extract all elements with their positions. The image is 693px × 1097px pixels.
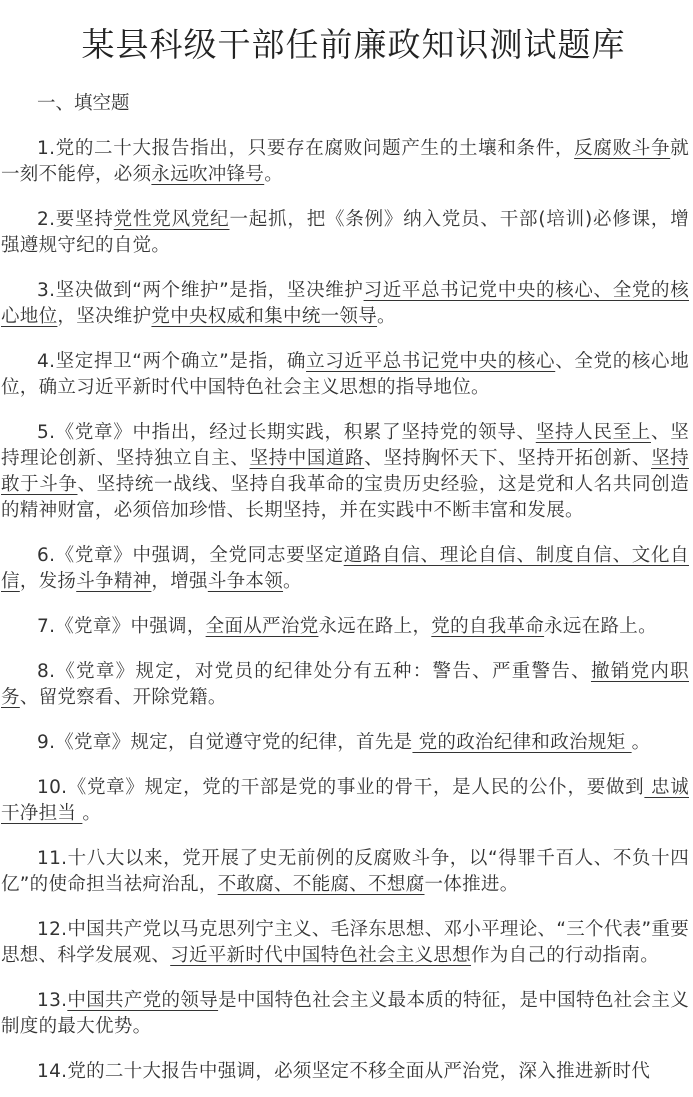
question-item bbox=[0, 136, 693, 188]
question-item bbox=[0, 614, 693, 640]
question-item bbox=[0, 988, 693, 1040]
answer-blank: 党性党风党纪 bbox=[113, 209, 230, 230]
answer-blank: 中国共产党的领导 bbox=[67, 990, 219, 1011]
answer-blank: 坚持敢于斗争 bbox=[1, 448, 689, 495]
answer-blank: 坚持人民至上 bbox=[535, 422, 651, 443]
answer-blank: 斗争精神 bbox=[76, 571, 152, 592]
answer-blank: 全面从严治党 bbox=[205, 616, 319, 637]
answer-blank: 不敢腐、不能腐、不想腐 bbox=[217, 874, 425, 895]
question-item bbox=[0, 659, 693, 711]
question-text: 1.党的二十大报告指出，只要存在腐败问题产生的土壤和条件， bbox=[37, 138, 575, 159]
answer-blank: 道路自信、理论自信、制度自信、文化自信 bbox=[1, 545, 689, 592]
answer-blank: 斗争本领 bbox=[207, 571, 284, 592]
question-text: 是中国特色社会主义最本质的特征，是中国特色社会主义制度的最大优势。 bbox=[1, 990, 689, 1037]
question-text: 一起抓，把《条例》纳入党员、干部(培训)必修课，增强遵规守纪的自觉。 bbox=[1, 209, 690, 256]
answer-blank: 忠诚干净担当 bbox=[1, 777, 689, 824]
question-text: 永远在路上。 bbox=[544, 616, 657, 637]
question-text: 、坚持胸怀天下、坚持开拓创新、 bbox=[364, 448, 652, 469]
question-item bbox=[0, 1059, 693, 1085]
answer-blank: 反腐败斗争 bbox=[574, 138, 671, 159]
question-text: 。 bbox=[283, 571, 302, 592]
question-text: 。 bbox=[377, 306, 396, 327]
question-text: 8.《党章》规定，对党员的纪律处分有五种：警告、严重警告、 bbox=[37, 661, 591, 682]
document-title: 某县科级干部任前廉政知识测试题库 bbox=[81, 25, 626, 64]
question-item bbox=[0, 730, 693, 756]
question-text: 、全党的核心地位，确立习近平新时代中国特色社会主义思想的指导地位。 bbox=[1, 351, 690, 398]
answer-blank: 习近平新时代中国特色社会主义思想 bbox=[170, 945, 472, 966]
question-list bbox=[0, 136, 693, 1085]
question-item bbox=[0, 278, 693, 330]
question-text: 11.十八大以来，党开展了史无前例的反腐败斗争，以“得罪千百人、不负十四亿”的使命担当祛疴治乱， bbox=[1, 848, 689, 895]
question-text: 就一刻不能停，必须 bbox=[1, 138, 689, 185]
answer-blank: 坚持中国道路 bbox=[249, 448, 365, 469]
answer-blank: 党中央权威和集中统一领导 bbox=[151, 306, 378, 327]
question-text: 12.中国共产党以马克思列宁主义、毛泽东思想、邓小平理论、“三个代表”重要思想、科学发展观、 bbox=[1, 919, 689, 966]
question-item bbox=[0, 846, 693, 898]
answer-blank: 党的政治纪律和政治规矩 bbox=[412, 732, 632, 753]
question-text: 。 bbox=[264, 164, 284, 185]
question-text: ，坚决维护 bbox=[57, 306, 152, 327]
section-heading: 一、填空题 bbox=[37, 93, 130, 114]
question-text: 3.坚决做到“两个维护”是指，坚决维护 bbox=[37, 280, 364, 301]
answer-blank: 立习近平总书记党中央的核心 bbox=[306, 351, 556, 372]
question-text: 、留党察看、开除党籍。 bbox=[19, 687, 227, 708]
question-item bbox=[0, 207, 693, 259]
answer-blank: 撤销党内职务 bbox=[1, 661, 689, 708]
question-text: 14.党的二十大报告中强调，必须坚定不移全面从严治党，深入推进新时代 bbox=[37, 1061, 651, 1082]
question-text: 、坚持统一战线、坚持自我革命的宝贵历史经验，这是党和人名共同创造的精神财富，必须倍加珍惜、长期坚持，并在实践中不断丰富和发展。 bbox=[1, 474, 689, 521]
question-text: 一体推进。 bbox=[424, 874, 519, 895]
question-text: 作为自己的行动指南。 bbox=[471, 945, 660, 966]
question-text: ，发扬 bbox=[19, 571, 77, 592]
question-text: 13. bbox=[37, 990, 68, 1011]
answer-blank: 永远吹冲锋号 bbox=[151, 164, 265, 185]
question-item bbox=[0, 917, 693, 969]
question-text: 4.坚定捍卫“两个确立”是指，确 bbox=[37, 351, 307, 372]
question-text: 、坚持理论创新、坚持独立自主、 bbox=[1, 422, 689, 469]
question-text: 7.《党章》中强调， bbox=[37, 616, 206, 637]
question-item bbox=[0, 543, 693, 595]
answer-blank: 习近平总书记党中央的核心、全党的核心地位 bbox=[1, 280, 689, 327]
question-text: 。 bbox=[82, 803, 102, 824]
question-text: 6.《党章》中强调，全党同志要坚定 bbox=[37, 545, 344, 566]
question-text: ，增强 bbox=[151, 571, 208, 592]
question-item bbox=[0, 420, 693, 524]
question-item bbox=[0, 349, 693, 401]
question-text: 5.《党章》中指出，经过长期实践，积累了坚持党的领导、 bbox=[37, 422, 536, 443]
question-text: 2.要坚持 bbox=[37, 209, 114, 230]
question-text: 9.《党章》规定，自觉遵守党的纪律，首先是 bbox=[37, 732, 413, 753]
question-text: 永远在路上， bbox=[318, 616, 432, 637]
question-text: 10.《党章》规定，党的干部是党的事业的骨干，是人民的公仆，要做到 bbox=[37, 777, 645, 798]
question-text: 。 bbox=[631, 732, 651, 753]
question-item bbox=[0, 775, 693, 827]
answer-blank: 党的自我革命 bbox=[431, 616, 545, 637]
